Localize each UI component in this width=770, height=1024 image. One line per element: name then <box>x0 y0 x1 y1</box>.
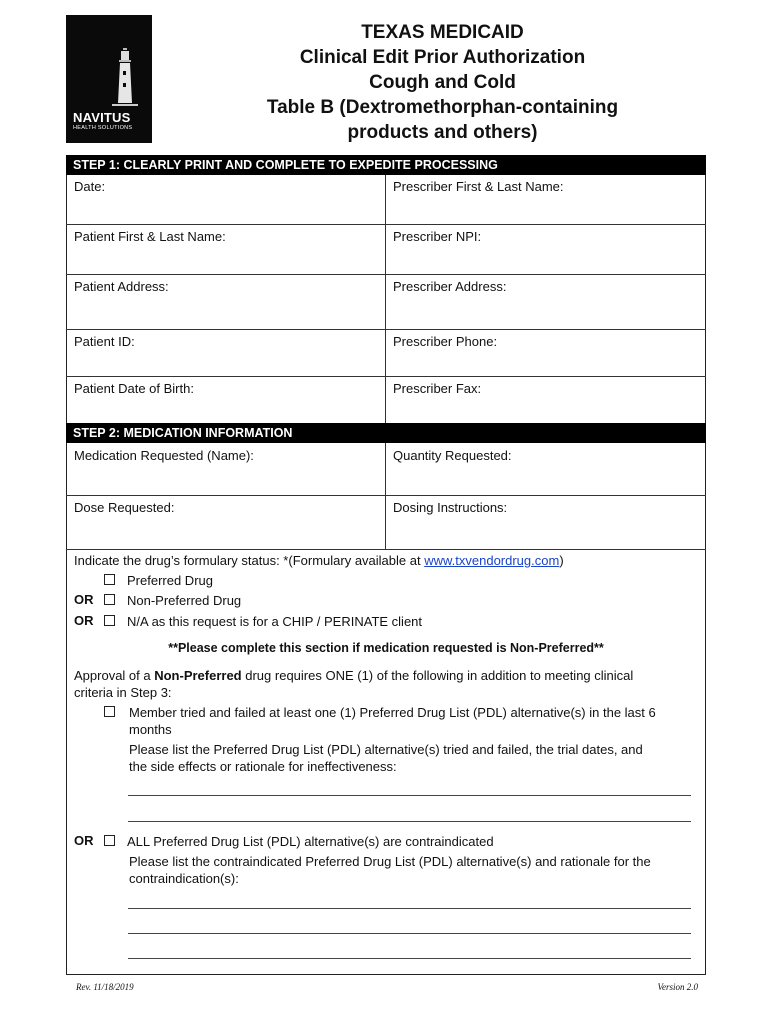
title-line: TEXAS MEDICAID <box>361 22 524 43</box>
contraindicated-checkbox[interactable] <box>104 835 115 846</box>
patient-address-field[interactable]: Patient Address: <box>74 279 169 294</box>
or-label: OR <box>74 833 94 848</box>
approval-intro: Approval of a Non-Preferred drug requires ONE (1) of the following in addition to meeting clinical <box>74 668 634 683</box>
tried-failed-checkbox[interactable] <box>104 706 115 717</box>
column-divider <box>385 175 386 423</box>
or-label: OR <box>74 613 94 628</box>
quantity-requested-field[interactable]: Quantity Requested: <box>393 448 512 463</box>
row-divider <box>66 549 706 550</box>
prescriber-npi-field[interactable]: Prescriber NPI: <box>393 229 482 244</box>
logo-brand: NAVITUS <box>73 110 131 125</box>
formulary-status-prompt: Indicate the drug’s formulary status: *(Formulary available at www.txvendordrug.com) <box>74 553 564 568</box>
prescriber-phone-field[interactable]: Prescriber Phone: <box>393 334 498 349</box>
prescriber-fax-field[interactable]: Prescriber Fax: <box>393 381 482 396</box>
prescriber-name-field[interactable]: Prescriber First & Last Name: <box>393 179 564 194</box>
lighthouse-icon <box>66 15 152 115</box>
contraindicated-answer-line[interactable] <box>128 958 691 959</box>
contraindicated-instructions: Please list the contraindicated Preferred Drug List (PDL) alternative(s) and rationale for the <box>129 854 651 869</box>
column-divider <box>385 443 386 549</box>
title-line: Table B (Dextromethorphan-containing <box>266 97 619 118</box>
approval-intro-cont: criteria in Step 3: <box>74 685 172 700</box>
contraindicated-label: ALL Preferred Drug List (PDL) alternative(s) are contraindicated <box>127 834 494 849</box>
contraindicated-answer-line[interactable] <box>128 933 691 934</box>
row-divider <box>66 274 706 275</box>
contraindicated-answer-line[interactable] <box>128 908 691 909</box>
preferred-drug-checkbox[interactable] <box>104 574 115 585</box>
txvendordrug-link[interactable]: www.txvendordrug.com <box>424 553 560 568</box>
dosing-instructions-field[interactable]: Dosing Instructions: <box>393 500 508 515</box>
tried-failed-label-cont: months <box>129 722 172 737</box>
patient-id-field[interactable]: Patient ID: <box>74 334 135 349</box>
row-divider <box>66 495 706 496</box>
row-divider <box>66 224 706 225</box>
tried-failed-instructions-cont: the side effects or rationale for ineffectiveness: <box>129 759 397 774</box>
chip-perinate-checkbox[interactable] <box>104 615 115 626</box>
revision-date: Rev. 11/18/2019 <box>76 982 134 992</box>
form-title <box>200 20 685 145</box>
date-field[interactable]: Date: <box>74 179 106 194</box>
tried-failed-answer-line[interactable] <box>128 795 691 796</box>
step1-header: STEP 1: CLEARLY PRINT AND COMPLETE TO EXPEDITE PROCESSING <box>66 155 706 175</box>
logo-subtitle: HEALTH SOLUTIONS <box>73 125 133 131</box>
row-divider <box>66 329 706 330</box>
prescriber-address-field[interactable]: Prescriber Address: <box>393 279 507 294</box>
dose-requested-field[interactable]: Dose Requested: <box>74 500 175 515</box>
title-line: products and others) <box>347 122 538 143</box>
title-line: Clinical Edit Prior Authorization <box>299 47 586 68</box>
tried-failed-instructions: Please list the Preferred Drug List (PDL) alternative(s) tried and failed, the trial dates, and <box>129 742 643 757</box>
preferred-drug-label: Preferred Drug <box>127 573 213 588</box>
tried-failed-label: Member tried and failed at least one (1) Preferred Drug List (PDL) alternative(s) in the last 6 <box>129 705 656 720</box>
title-line: Cough and Cold <box>369 72 516 93</box>
non-preferred-drug-checkbox[interactable] <box>104 594 115 605</box>
navitus-logo <box>66 15 152 143</box>
version-label: Version 2.0 <box>657 982 698 992</box>
patient-dob-field[interactable]: Patient Date of Birth: <box>74 381 194 396</box>
row-divider <box>66 376 706 377</box>
contraindicated-instructions-cont: contraindication(s): <box>129 871 239 886</box>
medication-name-field[interactable]: Medication Requested (Name): <box>74 448 254 463</box>
or-label: OR <box>74 592 94 607</box>
chip-perinate-label: N/A as this request is for a CHIP / PERINATE client <box>127 614 423 629</box>
non-preferred-notice: **Please complete this section if medication requested is Non-Preferred** <box>168 641 604 655</box>
tried-failed-answer-line[interactable] <box>128 821 691 822</box>
step2-header: STEP 2: MEDICATION INFORMATION <box>66 423 706 443</box>
non-preferred-drug-label: Non-Preferred Drug <box>127 593 242 608</box>
patient-name-field[interactable]: Patient First & Last Name: <box>74 229 226 244</box>
